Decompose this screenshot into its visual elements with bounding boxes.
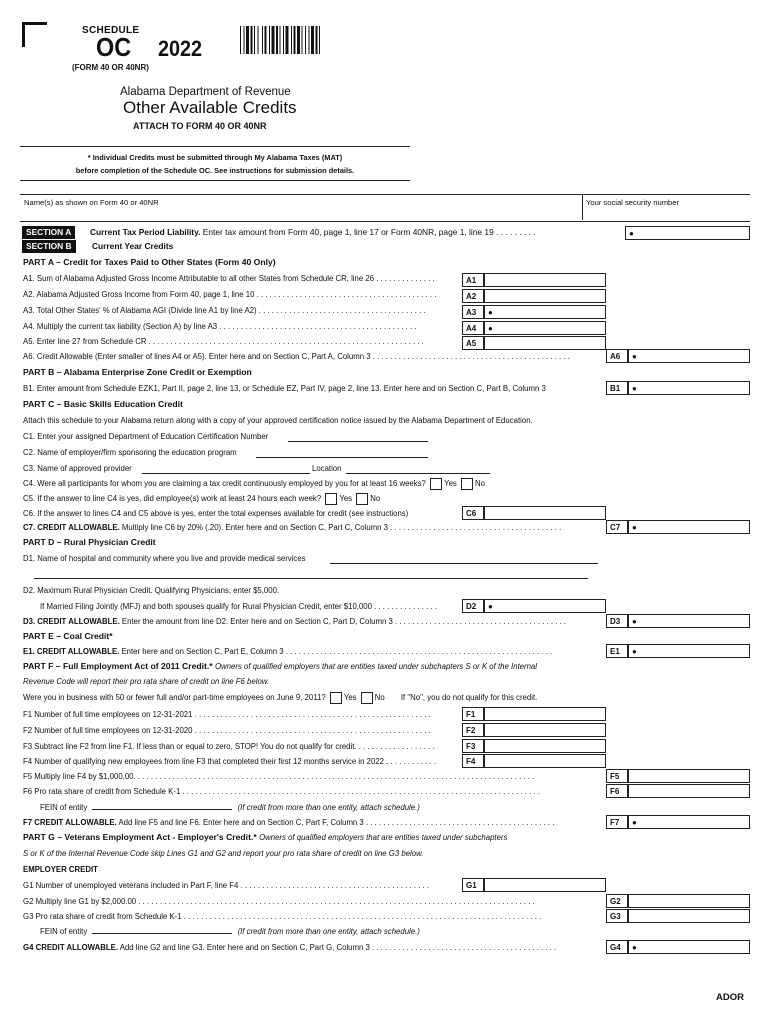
schedule-label: SCHEDULE — [82, 25, 140, 36]
box-f5-label: F5 — [606, 769, 628, 783]
part-f-header-line — [23, 661, 537, 671]
bullet-icon: ● — [632, 523, 637, 532]
f-fein-note: (If credit from more than one entity, attach schedule.) — [237, 803, 420, 812]
f-yes-checkbox[interactable] — [330, 692, 342, 704]
bullet-icon: ● — [632, 352, 637, 361]
form-reference: (FORM 40 OR 40NR) — [72, 63, 149, 72]
c3-location-label: Location — [312, 464, 342, 473]
input-g3[interactable] — [628, 909, 750, 923]
input-e1[interactable] — [628, 644, 750, 658]
line-g4 — [23, 942, 556, 954]
box-d2-label: D2 — [462, 599, 484, 613]
tax-year: 2022 — [158, 36, 203, 61]
notice-line-2: before completion of the Schedule OC. See instructions for submission details. — [75, 166, 355, 175]
input-b1[interactable] — [628, 381, 750, 395]
ssn-input[interactable] — [586, 208, 746, 219]
line-a1: A1. Sum of Alabama Adjusted Gross Income Attributable to all other States from Schedule CR, line 26 . . . . . . . . . . . . . . — [23, 274, 435, 283]
line-c4 — [23, 478, 485, 490]
input-f4[interactable] — [484, 754, 606, 768]
section-b-tag: SECTION B — [22, 240, 76, 253]
box-d3-label: D3 — [606, 614, 628, 628]
bullet-icon: ● — [632, 647, 637, 656]
line-g3: G3 Pro rata share of credit from Schedule K-1 . . . . . . . . . . . . . . . . . . . . . . . . . . . . . . . . . . . . . . . . . . . . . . . . . . . . . . . . . . . . . . . . . . . . . . . . . . . . . . . . . . . — [23, 912, 542, 921]
box-f6-label: F6 — [606, 784, 628, 798]
bullet-icon: ● — [488, 324, 493, 333]
bullet-icon: ● — [632, 943, 637, 952]
f-fein-label: FEIN of entity — [40, 803, 88, 812]
f-no-checkbox[interactable] — [361, 692, 373, 704]
input-g4[interactable] — [628, 940, 750, 954]
section-a-tag: SECTION A — [22, 226, 75, 239]
c3-provider-input[interactable] — [142, 473, 310, 474]
input-c7[interactable] — [628, 520, 750, 534]
input-f5[interactable] — [628, 769, 750, 783]
footer-code: ADOR — [716, 992, 744, 1003]
c5-yes-label: Yes — [339, 494, 353, 504]
box-a2-label: A2 — [462, 289, 484, 303]
input-g2[interactable] — [628, 894, 750, 908]
bullet-icon: ● — [632, 617, 637, 626]
line-f2: F2 Number of full time employees on 12-31-2020 . . . . . . . . . . . . . . . . . . . . . . . . . . . . . . . . . . . . . . . . . . . . . . . . . . . . . . . — [23, 726, 431, 735]
part-f-note: Owners of qualified employers that are entities taxed under subchapters S or K of the Internal — [214, 662, 537, 671]
bullet-icon: ● — [629, 229, 634, 238]
f-question-text: Were you in business with 50 or fewer full and/or part-time employees on June 9, 2011? — [23, 693, 326, 703]
input-f1[interactable] — [484, 707, 606, 721]
line-d3 — [23, 616, 566, 628]
box-f1-label: F1 — [462, 707, 484, 721]
part-g-note: Owners of qualified employers that are entities taxed under subchapters — [259, 833, 508, 842]
line-e1 — [23, 646, 552, 658]
box-f7-label: F7 — [606, 815, 628, 829]
line-f3: F3 Subtract line F2 from line F1. If less than or equal to zero, STOP! You do not qualify for credit. . . . . . . . . . . . . . . . . . . — [23, 742, 435, 751]
part-g-header-line — [23, 832, 507, 842]
c4-text: C4. Were all participants for whom you are claiming a tax credit continuously employed by you for at least 16 weeks? — [23, 479, 426, 489]
d3-bold: D3. CREDIT ALLOWABLE. — [23, 617, 120, 626]
input-d2[interactable] — [484, 599, 606, 613]
c2-input[interactable] — [256, 457, 428, 458]
c1-input[interactable] — [288, 441, 428, 442]
g4-bold: G4 CREDIT ALLOWABLE. — [23, 943, 119, 952]
section-a-text: Enter tax amount from Form 40, page 1, line 17 or Form 40NR, page 1, line 19 . . . . . . . . . — [202, 227, 536, 237]
c7-bold: C7. CREDIT ALLOWABLE. — [23, 523, 120, 532]
input-a4[interactable] — [484, 321, 606, 335]
f7-bold: F7 CREDIT ALLOWABLE. — [23, 818, 117, 827]
line-c1: C1. Enter your assigned Department of Education Certification Number — [23, 432, 269, 441]
f7-text: Add line F5 and line F6. Enter here and on Section C, Part F, Column 3 . . . . . . . . . . . . . . . . . . . . . . . . . . . . . . . . . . . . . . . . . . . . — [118, 818, 555, 827]
part-g-header: PART G – Veterans Employment Act - Employer's Credit.* — [23, 832, 257, 842]
line-a4: A4. Multiply the current tax liability (Section A) by line A3 . . . . . . . . . . . . . . . . . . . . . . . . . . . . . . . . . . . . . . . . . . . . . . — [23, 322, 417, 331]
e1-bold: E1. CREDIT ALLOWABLE. — [23, 647, 120, 656]
f-fein-input[interactable] — [92, 809, 232, 810]
divider — [582, 194, 583, 220]
section-a-title: Current Tax Period Liability. — [90, 227, 201, 237]
c5-no-checkbox[interactable] — [356, 493, 368, 505]
box-b1-label: B1 — [606, 381, 628, 395]
line-c7 — [23, 522, 561, 534]
input-f6[interactable] — [628, 784, 750, 798]
part-d-header: PART D – Rural Physician Credit — [23, 537, 156, 547]
section-a-line — [90, 226, 536, 239]
g-fein-line — [40, 926, 420, 938]
box-c7-label: C7 — [606, 520, 628, 534]
e1-text: Enter here and on Section C, Part E, Column 3 . . . . . . . . . . . . . . . . . . . . . . . . . . . . . . . . . . . . . . . . . . . . . . . . . . . . . . . . . . . . . . — [121, 647, 553, 656]
section-b-title: Current Year Credits — [92, 241, 174, 251]
f-yes-label: Yes — [343, 693, 357, 703]
f-no-label: No — [374, 693, 385, 703]
box-g1-label: G1 — [462, 878, 484, 892]
input-f7[interactable] — [628, 815, 750, 829]
g-fein-note: (If credit from more than one entity, attach schedule.) — [237, 927, 420, 936]
line-g2: G2 Multiply line G1 by $2,000.00 . . . . . . . . . . . . . . . . . . . . . . . . . . . . . . . . . . . . . . . . . . . . . . . . . . . . . . . . . . . . . . . . . . . . . . . . . . . . . . . . . . . . . . . . . . . . — [23, 897, 535, 906]
box-a5-label: A5 — [462, 336, 484, 350]
part-c-intro: Attach this schedule to your Alabama return along with a copy of your approved certification notice issued by the Alabama Department of Education. — [23, 416, 533, 425]
part-f-question — [23, 692, 537, 704]
part-a-header: PART A – Credit for Taxes Paid to Other States (Form 40 Only) — [23, 257, 276, 267]
d3-text: Enter the amount from line D2. Enter here and on Section C, Part D, Column 3 . . . . . . . . . . . . . . . . . . . . . . . . . . . . . . . . . . . . . . . . — [121, 617, 567, 626]
box-g3-label: G3 — [606, 909, 628, 923]
input-f3[interactable] — [484, 739, 606, 753]
box-c6-label: C6 — [462, 506, 484, 520]
part-f-header: PART F – Full Employment Act of 2011 Credit.* — [23, 661, 213, 671]
line-f1: F1 Number of full time employees on 12-31-2021 . . . . . . . . . . . . . . . . . . . . . . . . . . . . . . . . . . . . . . . . . . . . . . . . . . . . . . . — [23, 710, 431, 719]
c4-no-checkbox[interactable] — [461, 478, 473, 490]
c3-location-input[interactable] — [346, 473, 490, 474]
bullet-icon: ● — [488, 308, 493, 317]
line-a5: A5. Enter line 27 from Schedule CR . . . . . . . . . . . . . . . . . . . . . . . . . . . . . . . . . . . . . . . . . . . . . . . . . . . . . . . . . . . . . . . . — [23, 337, 424, 346]
box-a1-label: A1 — [462, 273, 484, 287]
input-a1[interactable] — [484, 273, 606, 287]
box-f2-label: F2 — [462, 723, 484, 737]
notice-line-1: * Individual Credits must be submitted through My Alabama Taxes (MAT) — [87, 153, 343, 162]
bullet-icon: ● — [632, 818, 637, 827]
c5-no-label: No — [370, 494, 381, 504]
page-title: Other Available Credits — [123, 98, 297, 117]
input-a6[interactable] — [628, 349, 750, 363]
line-f7 — [23, 817, 554, 829]
name-input[interactable] — [24, 208, 576, 219]
box-a3-label: A3 — [462, 305, 484, 319]
input-g1[interactable] — [484, 878, 606, 892]
employer-credit-label: EMPLOYER CREDIT — [23, 865, 98, 874]
line-d2b: If Married Filing Jointly (MFJ) and both spouses qualify for Rural Physician Credit, enter $10,000 . . . . . . . . . . . . . . . — [40, 602, 437, 611]
corner-mark — [22, 22, 47, 47]
g-fein-input[interactable] — [92, 933, 232, 934]
box-f3-label: F3 — [462, 739, 484, 753]
f-fein-line — [40, 802, 420, 814]
line-a3: A3. Total Other States' % of Alabama AGI (Divide line A1 by line A2) . . . . . . . . . . . . . . . . . . . . . . . . . . . . . . . . . . . . . . . — [23, 306, 426, 315]
box-g2-label: G2 — [606, 894, 628, 908]
g-fein-label: FEIN of entity — [40, 927, 88, 936]
input-d3[interactable] — [628, 614, 750, 628]
box-a6-label: A6 — [606, 349, 628, 363]
line-a6: A6. Credit Allowable (Enter smaller of lines A4 or A5). Enter here and on Section C, Part A, Column 3 . . . . . . . . . . . . . . . . . . . . . . . . . . . . . . . . . . . . . . . . . . . . . . — [23, 352, 570, 361]
line-d1: D1. Name of hospital and community where you live and provide medical services — [23, 554, 306, 563]
d1-input-2[interactable] — [34, 578, 588, 579]
department-name: Alabama Department of Revenue — [120, 86, 291, 98]
line-f4: F4 Number of qualifying new employees from line F3 that completed their first 12 months service in 2022 . . . . . . . . . . . . — [23, 757, 436, 766]
input-a2[interactable] — [484, 289, 606, 303]
line-c6: C6. If the answer to lines C4 and C5 above is yes, enter the total expenses available for credit (see instructions) — [23, 509, 409, 518]
line-g1: G1 Number of unemployed veterans included in Part F, line F4 . . . . . . . . . . . . . . . . . . . . . . . . . . . . . . . . . . . . . . . . . . . . — [23, 881, 430, 890]
section-a-amount[interactable] — [625, 226, 750, 240]
part-f-note-2: Revenue Code will report their pro rata share of credit on line F6 below. — [23, 677, 270, 686]
input-a5[interactable] — [484, 336, 606, 350]
attach-note: ATTACH TO FORM 40 OR 40NR — [133, 121, 267, 131]
part-c-header: PART C – Basic Skills Education Credit — [23, 399, 183, 409]
line-c3: C3. Name of approved provider — [23, 464, 132, 473]
c7-text: Multiply line C6 by 20% (.20). Enter here and on Section C, Part C, Column 3 . . . . . . . . . . . . . . . . . . . . . . . . . . . . . . . . . . . . . . . . — [121, 523, 562, 532]
part-b-header: PART B – Alabama Enterprise Zone Credit or Exemption — [23, 367, 252, 377]
barcode-icon — [240, 26, 383, 54]
schedule-code: OC — [96, 32, 132, 62]
c4-yes-checkbox[interactable] — [430, 478, 442, 490]
f-if-no: If "No", you do not qualify for this credit. — [400, 693, 538, 703]
c5-yes-checkbox[interactable] — [325, 493, 337, 505]
d1-input[interactable] — [330, 563, 598, 564]
line-d2: D2. Maximum Rural Physician Credit. Qualifying Physicians, enter $5,000. — [23, 586, 280, 595]
divider — [20, 146, 410, 147]
box-f4-label: F4 — [462, 754, 484, 768]
name-field-label: Name(s) as shown on Form 40 or 40NR — [24, 198, 159, 207]
g4-text: Add line G2 and line G3. Enter here and on Section C, Part G, Column 3 . . . . . . . . . . . . . . . . . . . . . . . . . . . . . . . . . . . . . . . . . . . — [119, 943, 557, 952]
input-c6[interactable] — [484, 506, 606, 520]
input-a3[interactable] — [484, 305, 606, 319]
bullet-icon: ● — [488, 602, 493, 611]
line-f5: F5 Multiply line F4 by $1,000.00. . . . . . . . . . . . . . . . . . . . . . . . . . . . . . . . . . . . . . . . . . . . . . . . . . . . . . . . . . . . . . . . . . . . . . . . . . . . . . . . . . . . . . . . . . . . . — [23, 772, 535, 781]
box-e1-label: E1 — [606, 644, 628, 658]
line-b1: B1. Enter amount from Schedule EZK1, Part II, page 2, line 13, or Schedule EZ, Part IV, page 2, line 13. Enter here and on Section C, Part B, Column 3 — [23, 384, 546, 393]
input-f2[interactable] — [484, 723, 606, 737]
bullet-icon: ● — [632, 384, 637, 393]
c4-no-label: No — [474, 479, 485, 489]
line-f6: F6 Pro rata share of credit from Schedule K-1 . . . . . . . . . . . . . . . . . . . . . . . . . . . . . . . . . . . . . . . . . . . . . . . . . . . . . . . . . . . . . . . . . . . . . . . . . . . . . . . . . . . — [23, 787, 540, 796]
c5-text: C5. If the answer to line C4 is yes, did employee(s) work at least 24 hours each week? — [23, 494, 322, 504]
box-a4-label: A4 — [462, 321, 484, 335]
box-g4-label: G4 — [606, 940, 628, 954]
c4-yes-label: Yes — [444, 479, 457, 489]
ssn-field-label: Your social security number — [586, 198, 679, 207]
line-a2: A2. Alabama Adjusted Gross Income from Form 40, page 1, line 10 . . . . . . . . . . . . . . . . . . . . . . . . . . . . . . . . . . . . . . . . . . — [23, 290, 437, 299]
line-c2: C2. Name of employer/firm sponsoring the education program — [23, 448, 237, 457]
divider — [20, 180, 410, 181]
part-e-header: PART E – Coal Credit* — [23, 631, 113, 641]
part-g-note-2: S or K of the Internal Revenue Code skip Lines G1 and G2 and report your pro rata share of credit on line G3 below. — [23, 849, 424, 858]
line-c5 — [23, 493, 380, 505]
